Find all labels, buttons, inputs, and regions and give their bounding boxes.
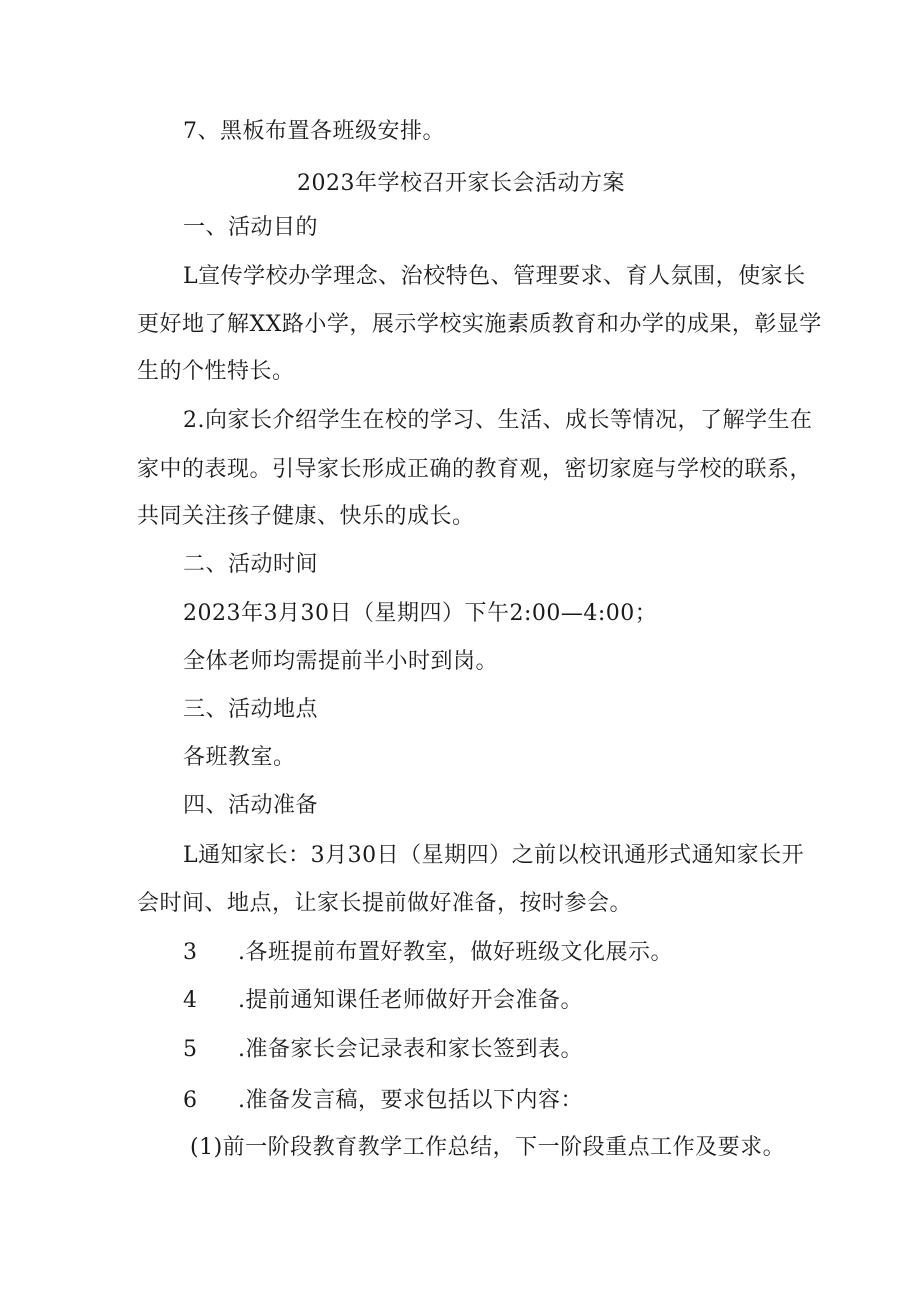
section-4-item-6-text: .准备发言稿，要求包括以下内容： xyxy=(238,1088,583,1113)
section-4-item-3-number: 3 xyxy=(183,940,198,965)
section-3-heading: 三、活动地点 xyxy=(183,697,319,722)
section-1-paragraph-2-line-2: 家中的表现。引导家长形成正确的教育观，密切家庭与学校的联系， xyxy=(137,457,813,482)
section-1-paragraph-1-line-2: 更好地了解XX路小学，展示学校实施素质教育和办学的成果，彰显学 xyxy=(137,312,822,337)
section-4-item-5-text: .准备家长会记录表和家长签到表。 xyxy=(238,1037,583,1062)
section-4-item-4-number: 4 xyxy=(183,988,198,1013)
section-2-note-line: 全体老师均需提前半小时到岗。 xyxy=(183,649,499,674)
top-item-line: 7、黑板布置各班级安排。 xyxy=(183,119,445,144)
section-4-heading: 四、活动准备 xyxy=(183,793,319,818)
section-2-time-line: 2023年3月30日（星期四）下午2:00—4:00； xyxy=(183,601,658,626)
section-4-item-4-text: .提前通知课任老师做好开会准备。 xyxy=(238,988,583,1013)
section-4-item-6-number: 6 xyxy=(183,1088,198,1113)
section-3-location-line: 各班教室。 xyxy=(183,745,296,770)
section-4-item-3-text: .各班提前布置好教室，做好班级文化展示。 xyxy=(238,940,673,965)
section-4-subitem-1: (1)前一阶段教育教学工作总结，下一阶段重点工作及要求。 xyxy=(190,1135,786,1160)
section-4-item-5-number: 5 xyxy=(183,1037,198,1062)
section-1-paragraph-1-line-3: 生的个性特长。 xyxy=(137,359,295,384)
section-4-paragraph-1-line-2: 会时间、地点，让家长提前做好准备，按时参会。 xyxy=(137,891,633,916)
section-1-paragraph-1-line-1: L宣传学校办学理念、治校特色、管理要求、育人氛围，使家长 xyxy=(183,264,806,289)
section-1-heading: 一、活动目的 xyxy=(183,215,319,240)
section-1-paragraph-2-line-3: 共同关注孩子健康、快乐的成长。 xyxy=(137,504,475,529)
section-2-heading: 二、活动时间 xyxy=(183,552,319,577)
document-title: 2023年学校召开家长会活动方案 xyxy=(297,171,625,196)
section-1-paragraph-2-line-1: 2.向家长介绍学生在校的学习、生活、成长等情况，了解学生在 xyxy=(183,408,813,433)
section-4-paragraph-1-line-1: L通知家长：3月30日（星期四）之前以校讯通形式通知家长开 xyxy=(183,843,805,868)
